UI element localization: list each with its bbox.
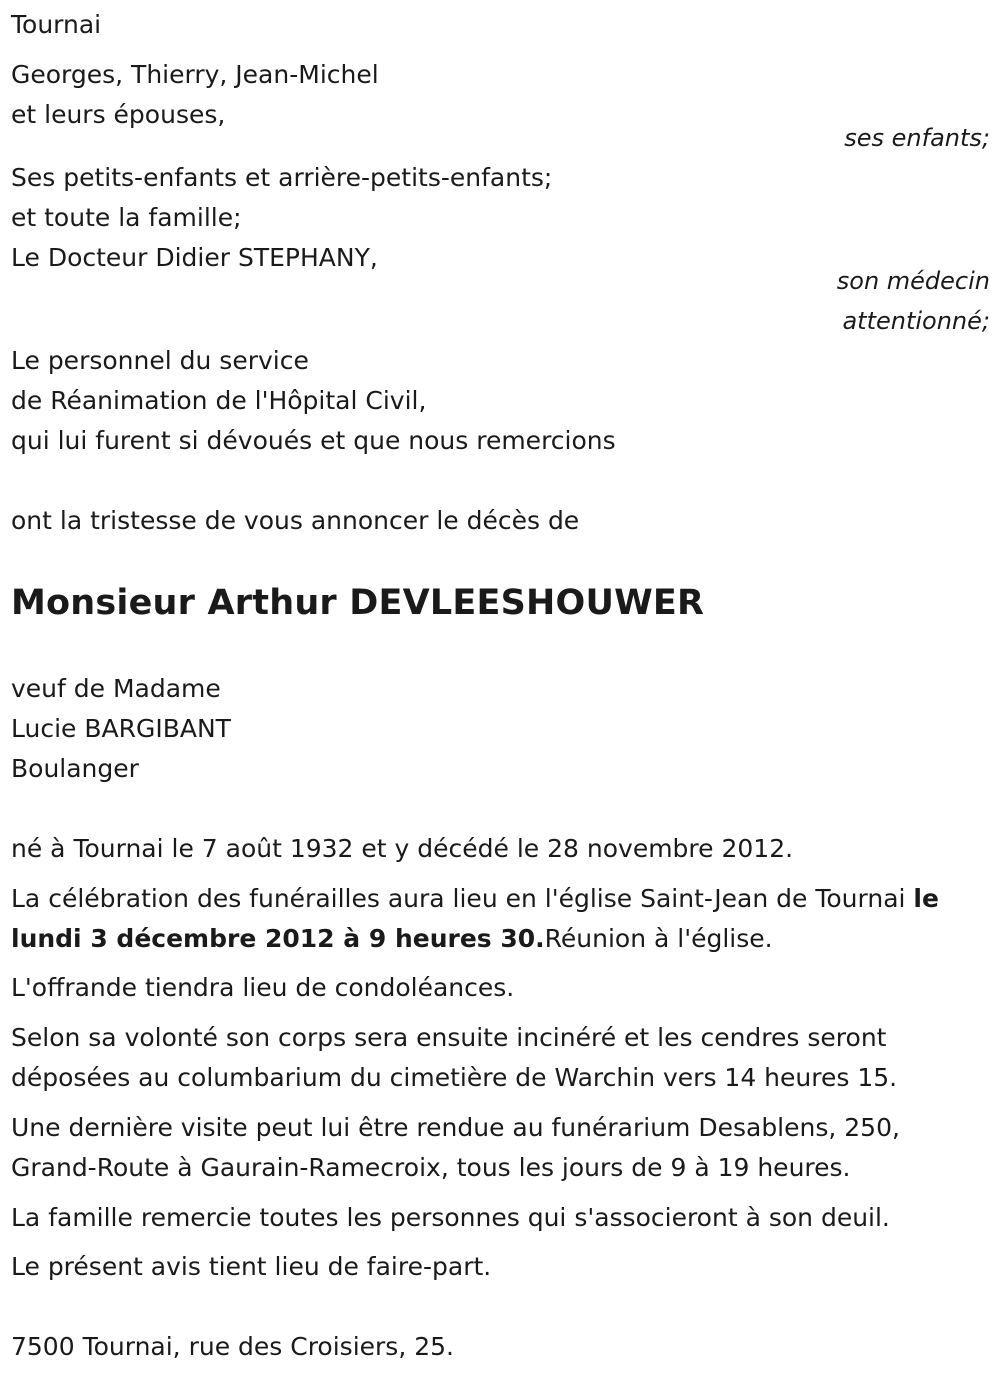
location: Tournai xyxy=(11,10,102,39)
staff-line3: qui lui furent si dévoués et que nous remercions xyxy=(11,426,616,455)
doctor-role-line1: son médecin xyxy=(836,267,990,295)
sons-names: Georges, Thierry, Jean-Michel xyxy=(11,60,379,89)
grandchildren: Ses petits-enfants et arrière-petits-enfants; xyxy=(11,163,553,192)
sons-role: ses enfants; xyxy=(844,124,990,152)
staff-line2: de Réanimation de l'Hôpital Civil, xyxy=(11,386,427,415)
cremation: Selon sa volonté son corps sera ensuite incinéré et les cendres seront déposées au columbarium du cimetière de Warchin vers 14 heures 15. xyxy=(11,1023,898,1092)
sons-spouses: et leurs épouses, xyxy=(11,100,226,129)
deceased-name: Monsieur Arthur DEVLEESHOUWER xyxy=(11,583,705,623)
ceremony-prefix: La célébration des funérailles aura lieu en l'église Saint-Jean de Tournai xyxy=(11,884,914,913)
doctor-role-line2: attentionné; xyxy=(842,307,990,335)
whole-family: et toute la famille; xyxy=(11,203,242,232)
widower-line1: veuf de Madame xyxy=(11,674,221,703)
thanks: La famille remercie toutes les personnes qui s'associeront à son deuil. xyxy=(11,1203,890,1232)
doctor: Le Docteur Didier STEPHANY, xyxy=(11,243,378,272)
ceremony-date: le lundi 3 décembre 2012 à 9 heures 30. xyxy=(11,884,939,953)
ceremony-suffix: Réunion à l'église. xyxy=(544,924,773,953)
notice: Le présent avis tient lieu de faire-part. xyxy=(11,1252,492,1281)
profession: Boulanger xyxy=(11,754,139,783)
visit: Une dernière visite peut lui être rendue au funérarium Desablens, 250, Grand-Route à Gaurain-Ramecroix, tous les jours de 9 à 19 heures. xyxy=(11,1113,900,1182)
birth-death: né à Tournai le 7 août 1932 et y décédé le 28 novembre 2012. xyxy=(11,834,794,863)
staff-line1: Le personnel du service xyxy=(11,346,309,375)
announcement: ont la tristesse de vous annoncer le décès de xyxy=(11,506,580,535)
ceremony xyxy=(11,879,991,959)
address: 7500 Tournai, rue des Croisiers, 25. xyxy=(11,1332,454,1361)
widower-line2: Lucie BARGIBANT xyxy=(11,714,231,743)
offering: L'offrande tiendra lieu de condoléances. xyxy=(11,973,515,1002)
